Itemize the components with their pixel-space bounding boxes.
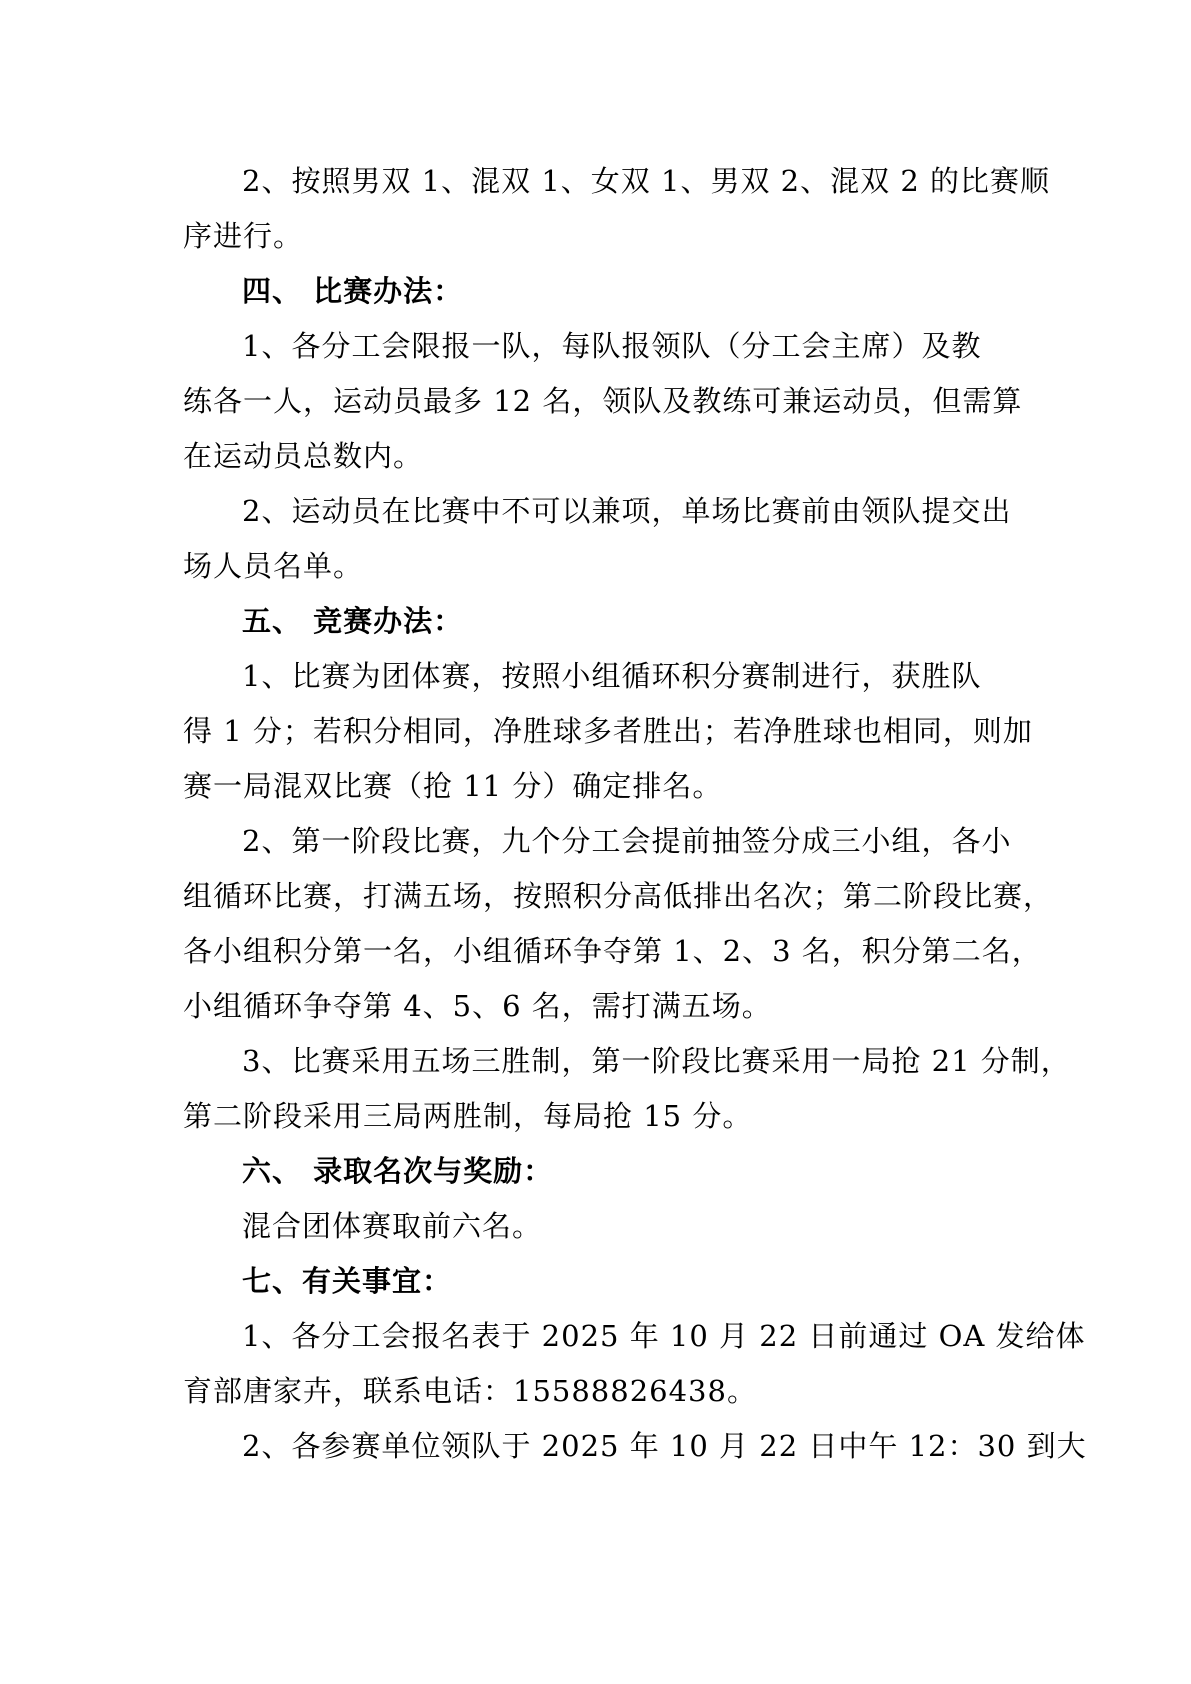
paragraph-line [0,372,1191,430]
paragraph-line [0,1197,1191,1255]
paragraph-line [0,1087,1191,1145]
section-heading [0,1142,1191,1200]
section-heading [0,592,1191,650]
line-text: 小组循环争夺第 4、5、6 名，需打满五场。 [183,989,772,1023]
section-heading [0,262,1191,320]
line-text: 场人员名单。 [183,549,364,583]
line-text: 1、各分工会限报一队，每队报领队（分工会主席）及教 [242,329,982,363]
line-text: 2、运动员在比赛中不可以兼项，单场比赛前由领队提交出 [242,494,1012,528]
paragraph-line [0,647,1191,705]
section-heading [0,1252,1191,1310]
line-text: 育部唐家卉，联系电话：15588826438。 [183,1374,757,1408]
paragraph-line [0,757,1191,815]
line-text: 2、第一阶段比赛，九个分工会提前抽签分成三小组，各小 [242,824,1012,858]
line-text: 1、比赛为团体赛，按照小组循环积分赛制进行，获胜队 [242,659,982,693]
line-text: 组循环比赛，打满五场，按照积分高低排出名次；第二阶段比赛， [183,879,1054,913]
paragraph-line [0,867,1191,925]
line-text: 1、各分工会报名表于 2025 年 10 月 22 日前通过 OA 发给体 [242,1319,1086,1353]
line-text: 序进行。 [183,219,304,253]
heading-text: 六、 录取名次与奖励： [242,1154,554,1188]
paragraph-line [0,317,1191,375]
paragraph-line [0,207,1191,265]
paragraph-line [0,977,1191,1035]
paragraph-line [0,1032,1191,1090]
paragraph-line [0,812,1191,870]
paragraph-line [0,537,1191,595]
line-text: 练各一人，运动员最多 12 名，领队及教练可兼运动员，但需算 [183,384,1023,418]
line-text: 各小组积分第一名，小组循环争夺第 1、2、3 名，积分第二名， [183,934,1042,968]
paragraph-line [0,922,1191,980]
heading-text: 七、有关事宜： [242,1264,453,1298]
line-text: 第二阶段采用三局两胜制，每局抢 15 分。 [183,1099,753,1133]
line-text: 3、比赛采用五场三胜制，第一阶段比赛采用一局抢 21 分制， [242,1044,1071,1078]
line-text: 赛一局混双比赛（抢 11 分）确定排名。 [183,769,723,803]
line-text: 得 1 分；若积分相同，净胜球多者胜出；若净胜球也相同，则加 [183,714,1033,748]
line-text: 在运动员总数内。 [183,439,424,473]
paragraph-line [0,1307,1191,1365]
line-text: 2、各参赛单位领队于 2025 年 10 月 22 日中午 12：30 到大 [242,1429,1087,1463]
paragraph-line [0,152,1191,210]
paragraph-line [0,1362,1191,1420]
paragraph-line [0,427,1191,485]
line-text: 混合团体赛取前六名。 [242,1209,543,1243]
heading-text: 五、 竞赛办法： [242,604,464,638]
paragraph-line [0,702,1191,760]
paragraph-line [0,482,1191,540]
paragraph-line [0,1417,1191,1475]
line-text: 2、按照男双 1、混双 1、女双 1、男双 2、混双 2 的比赛顺 [242,164,1051,198]
heading-text: 四、 比赛办法： [242,274,464,308]
